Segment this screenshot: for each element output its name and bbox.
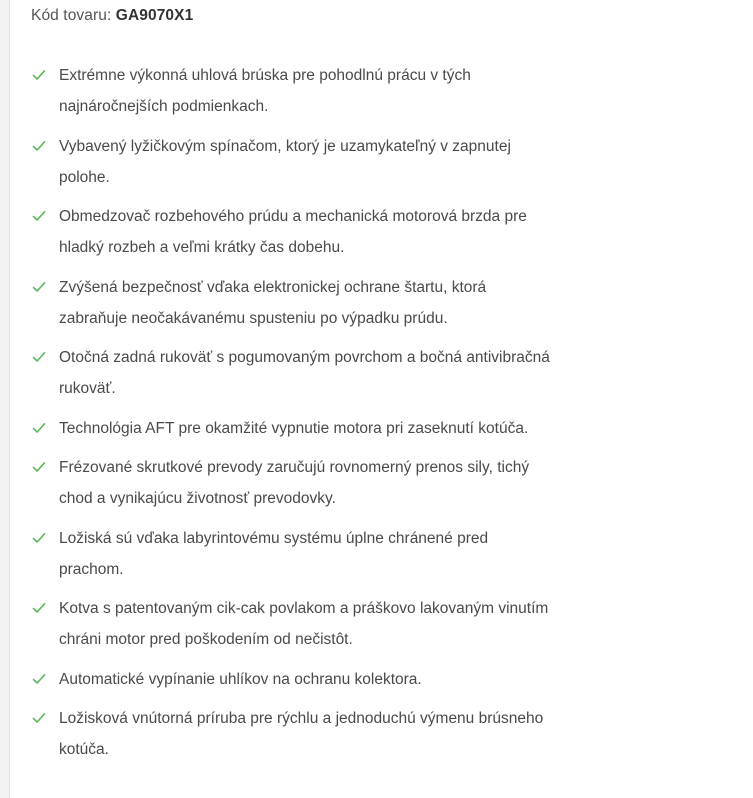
feature-text: Obmedzovač rozbehového prúdu a mechanická motorová brzda pre hladký rozbeh a veľmi krátky čas dobehu.	[59, 208, 527, 256]
feature-text: Frézované skrutkové prevody zaručujú rovnomerný prenos sily, tichý chod a vynikajúcu životnosť prevodovky.	[59, 459, 530, 507]
feature-text: Ložiská sú vďaka labyrintovému systému úplne chránené pred prachom.	[59, 529, 489, 578]
feature-text: Otočná zadná rukoväť s pogumovaným povrchom a bočná antivibračná rukoväť.	[59, 349, 550, 397]
feature-text: Technológia AFT pre okamžité vypnutie motora pri zaseknutí kotúča.	[59, 419, 529, 437]
product-code-value: GA9070X1	[115, 7, 194, 24]
feature-list-item	[31, 60, 551, 122]
feature-list-item	[31, 131, 551, 193]
feature-list-item	[31, 201, 551, 263]
check-icon	[32, 602, 46, 614]
feature-list-item	[31, 342, 551, 404]
check-icon	[32, 281, 46, 293]
product-description-panel	[9, 0, 753, 798]
product-code	[31, 7, 193, 25]
feature-text: Zvýšená bezpečnosť vďaka elektronickej ochrane štartu, ktorá zabraňuje neočakávanému spusteniu po výpadku prúdu.	[59, 278, 487, 327]
check-icon	[32, 673, 46, 685]
feature-list-item	[31, 664, 551, 695]
product-code-label: Kód tovaru:	[31, 7, 112, 24]
check-icon	[32, 210, 46, 222]
feature-text: Automatické vypínanie uhlíkov na ochranu kolektora.	[59, 670, 422, 688]
check-icon	[32, 532, 46, 544]
feature-list-item	[31, 452, 551, 514]
feature-text: Kotva s patentovaným cik-cak povlakom a práškovo lakovaným vinutím chráni motor pred poškodením od nečistôt.	[59, 600, 549, 648]
feature-text: Ložisková vnútorná príruba pre rýchlu a jednoduchú výmenu brúsneho kotúča.	[59, 710, 544, 758]
check-icon	[32, 712, 46, 724]
feature-list-item	[31, 272, 551, 334]
feature-text: Extrémne výkonná uhlová brúska pre pohodlnú prácu v tých najnáročnejších podmienkach.	[59, 67, 471, 115]
feature-text: Vybavený lyžičkovým spínačom, ktorý je uzamykateľný v zapnutej polohe.	[59, 137, 511, 186]
feature-list-item	[31, 523, 551, 585]
check-icon	[32, 461, 46, 473]
check-icon	[32, 422, 46, 434]
check-icon	[32, 69, 46, 81]
feature-list-item	[31, 703, 551, 765]
feature-list	[31, 60, 551, 774]
check-icon	[32, 140, 46, 152]
check-icon	[32, 351, 46, 363]
feature-list-item	[31, 413, 551, 444]
feature-list-item	[31, 593, 551, 655]
